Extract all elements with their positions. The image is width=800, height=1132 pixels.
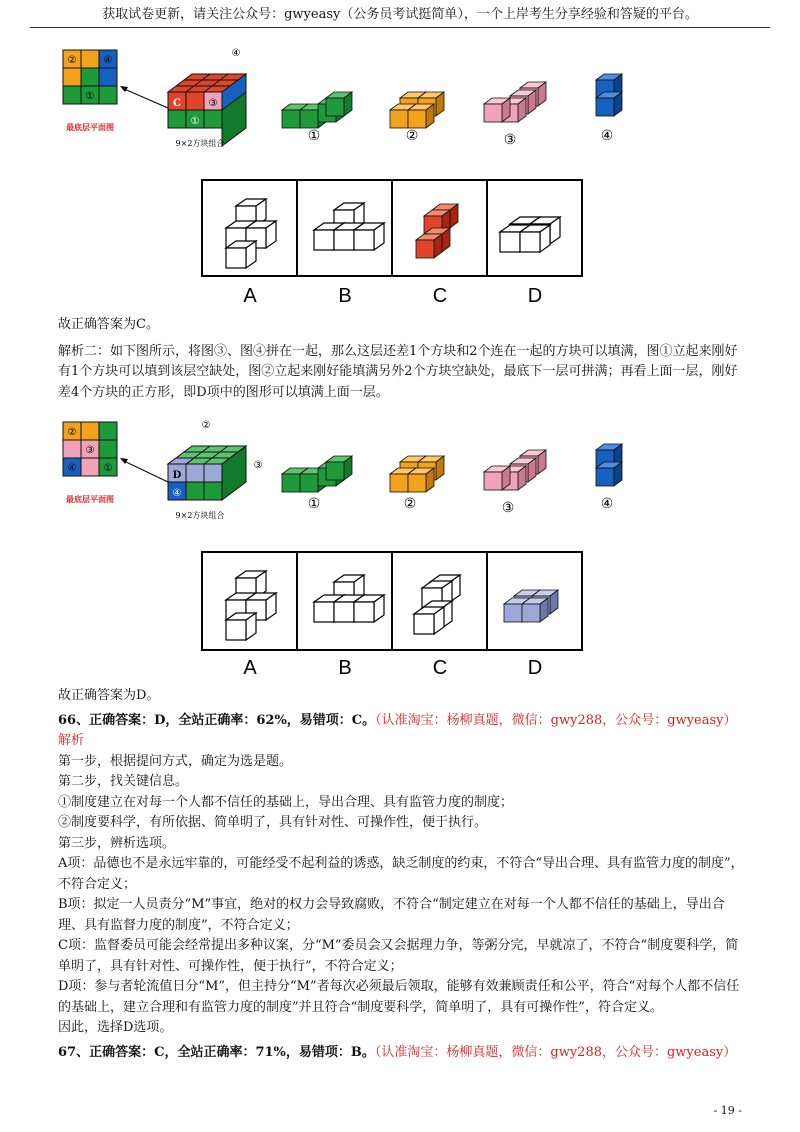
option-label: B — [338, 657, 352, 679]
q67-answer: 67、正确答案：C，全站正确率：71%，易错项：B。 — [58, 1044, 375, 1060]
q66-answer: 66、正确答案：D，全站正确率：62%，易错项：C。 — [58, 712, 376, 728]
piece-3 — [484, 82, 546, 148]
q66-line: C项：监督委员可能会经常提出多种议案，分“M”委员会又会据理力争，等粥分完，早就凉了，不符合“制度要科学，简单明了，具有针对性、可操作性，便于执行”，不符合定义； — [58, 938, 739, 974]
plan-label: 最底层平面图 — [66, 494, 114, 504]
answer-block-2 — [58, 686, 748, 1063]
cube-mark: ③ — [253, 460, 263, 471]
q66-line: 因此，选择D选项。 — [58, 1020, 173, 1035]
q66-line: A项：品德也不是永远牢靠的，可能经受不起利益的诱惑，缺乏制度的约束，不符合“导出合理、具有监管力度的制度”，不符合定义； — [58, 856, 744, 892]
piece-label: ④ — [600, 128, 614, 144]
figure-1 — [0, 40, 800, 312]
pointer-arrow — [122, 460, 168, 482]
arrow-head — [120, 86, 128, 92]
option-label: A — [243, 285, 257, 307]
piece-4 — [596, 74, 622, 144]
piece-label: ③ — [501, 500, 515, 516]
q66-line: D项：参与者轮流值日分“M”，但主持分“M”者每次必须最后领取，能够有效兼顾责任和公平，符合“对每个人都不信任的基础上，建立合理和有监管力度的制度”并且符合“制度要科学，简单明了，具有可操作性”，符合定义。 — [58, 979, 740, 1015]
piece-label: ① — [307, 128, 321, 144]
pointer-arrow — [122, 88, 168, 108]
piece-2 — [390, 92, 444, 144]
plan-label: 最底层平面图 — [66, 122, 114, 132]
cube-mark: ④ — [231, 48, 241, 59]
option-b-figure — [314, 203, 384, 250]
piece-label: ② — [405, 128, 419, 144]
cube-mark: C — [173, 98, 181, 109]
piece-label: ② — [403, 496, 417, 512]
answer-line: 故正确答案为C。 — [58, 317, 159, 332]
figure-2 — [0, 410, 800, 682]
figure-1-svg — [0, 40, 800, 312]
option-label: D — [527, 657, 543, 679]
cube-mark: ③ — [208, 98, 218, 109]
q66-line: ②制度要科学，有所依据、简单明了，具有针对性、可操作性，便于执行。 — [58, 815, 488, 830]
plan-mark: ② — [67, 427, 77, 438]
piece-4 — [596, 444, 622, 512]
plan-mark: ② — [67, 55, 77, 66]
option-d-figure — [500, 217, 560, 252]
page-header: 获取试卷更新，请关注公众号：gwyeasy（公务员考试挺简单），一个上岸考生分享经验和答疑的平台。 — [30, 6, 770, 28]
plan-mark: ① — [103, 463, 113, 474]
q66-line: 第一步，根据提问方式，确定为选是题。 — [58, 753, 293, 769]
page-number: - 19 - — [713, 1104, 742, 1117]
q66-line: 第三步，辨析选项。 — [58, 835, 176, 851]
piece-label: ③ — [503, 132, 517, 148]
bottom-layer-plan — [63, 50, 117, 132]
cube-mark: ① — [190, 116, 200, 127]
option-c-figure — [416, 204, 458, 258]
piece-1 — [282, 456, 352, 512]
plan-mark: ① — [85, 91, 95, 102]
option-a-figure — [226, 571, 276, 640]
piece-3 — [484, 450, 546, 516]
option-label: D — [527, 285, 543, 307]
q66-ad: （认准淘宝：杨柳真题，微信：gwy288，公众号：gwyeasy） — [375, 712, 737, 728]
q66-line: 第二步，找关键信息。 — [58, 774, 189, 789]
option-label: C — [432, 657, 448, 679]
q67-heading — [58, 1043, 748, 1064]
q66-line: ①制度建立在对每一个人都不信任的基础上，导出合理、具有监管力度的制度； — [58, 794, 514, 810]
q67-ad: （认准淘宝：杨柳真题，微信：gwy288，公众号：gwyeasy） — [374, 1044, 737, 1060]
option-b-figure — [314, 575, 384, 622]
answer-line: 故正确答案为D。 — [58, 688, 160, 703]
q66-jiexi: 解析 — [58, 733, 85, 748]
combo-cube — [168, 420, 263, 520]
cube-label: 9×2方块组合 — [175, 139, 225, 148]
plan-mark: ③ — [85, 445, 95, 456]
bottom-layer-plan — [63, 422, 117, 504]
q66-heading — [58, 711, 748, 732]
cube-mark: D — [172, 470, 182, 481]
cube-label: 9×2方块组合 — [175, 511, 225, 520]
option-c-figure — [414, 575, 460, 634]
plan-mark: ④ — [103, 55, 113, 66]
answer-block-1 — [58, 315, 748, 403]
option-label: A — [243, 657, 257, 679]
option-a-figure — [226, 199, 276, 268]
piece-label: ① — [307, 496, 321, 512]
arrow-head — [120, 458, 128, 464]
q66-line: B项：拟定一人员责分“M”事宜，绝对的权力会导致腐败，不符合“制定建立在对每一个人都不信任的基础上，导出合理、具有监督力度的制度”，不符合定义； — [58, 897, 725, 933]
option-d-figure — [504, 590, 558, 622]
piece-2 — [390, 456, 444, 512]
combo-cube — [168, 48, 246, 148]
option-label: C — [432, 285, 448, 307]
plan-mark: ④ — [67, 463, 77, 474]
cube-mark: ② — [201, 420, 211, 431]
figure-2-svg — [0, 410, 800, 682]
option-label: B — [338, 285, 352, 307]
piece-label: ④ — [600, 496, 614, 512]
analysis-two: 解析二：如下图所示，将图③、图④拼在一起，那么这层还差1个方块和2个连在一起的方块可以填满，图①立起来刚好有1个方块可以填到该层空缺处，图②立起来刚好能填满另外2个方块空缺处，最底下一层可拼满；再看上面一层，刚好差4个方块的正方形，即D项中的图形可以填满上面一层。 — [58, 343, 738, 400]
cube-mark: ④ — [172, 488, 182, 499]
piece-1 — [282, 92, 352, 144]
